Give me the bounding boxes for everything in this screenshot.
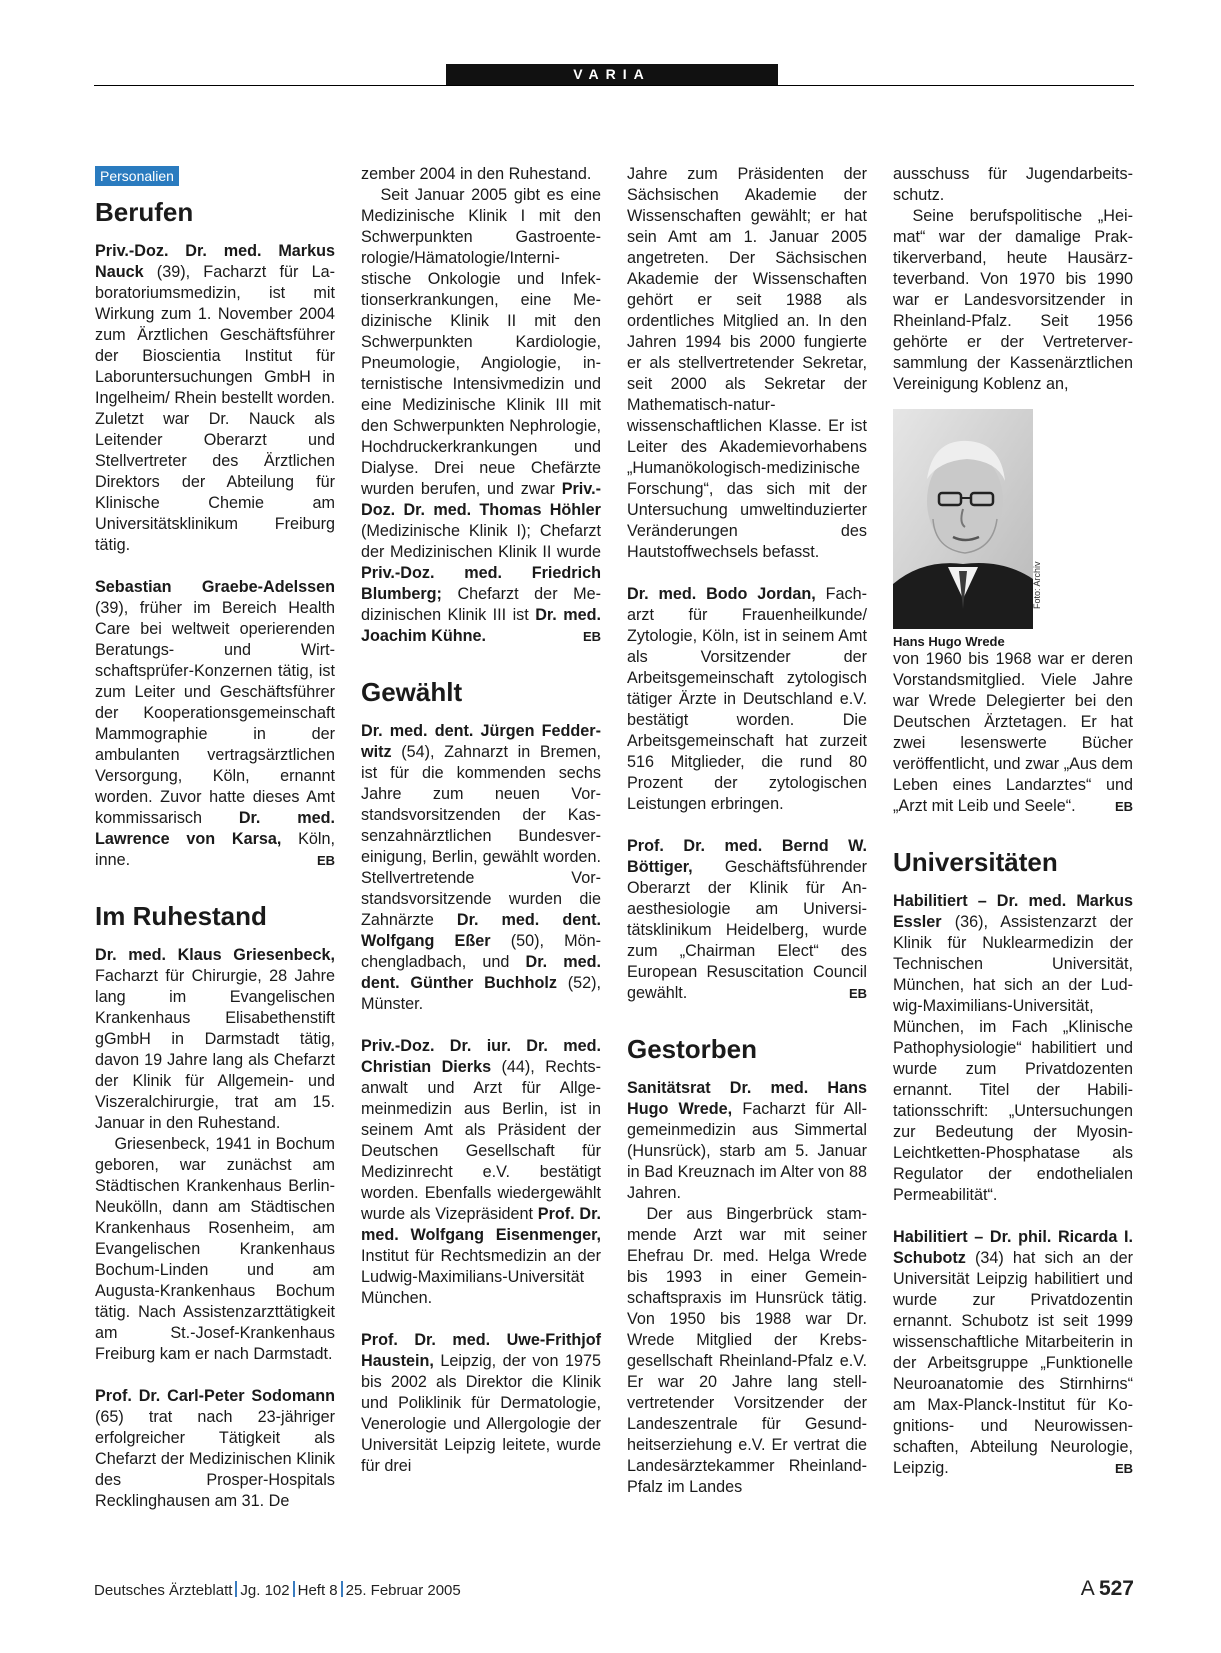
entry-text: (44), Rechtsanwalt und Arzt für Allgemeinmedizin aus Berlin, ist in seinem Amt als Präsident der Deutschen Gesellschaft für Medizinrecht e.V. bestätigt worden. Ebenfalls wiedergewählt wurde als Vizepräsident: [361, 1058, 601, 1223]
entry-text: (36), Assistenzarzt der Klinik für Nuklearmedizin der Technischen Universität, München, hat sich an der Ludwig-Maximilians-Universität, München, im Fach „Klinische Pathophysiologie“ habilitiert und wurde zum Privatdozenten ernannt. Titel der Habilitationsschrift: „Untersuchungen zur Bedeutung der Myosin-Leichtketten-Phosphatase als Regulator der endothelialen Permeabilität“.: [893, 913, 1133, 1204]
column-2: [361, 164, 601, 1477]
entry-text: (54), Zahnarzt in Bremen, ist für die kommenden sechs Jahre zum neuen Vorstandsvorsitzenden der Kassenzahnärztlichen Bundesvereinigung, Berlin, gewählt worden. Stellvertretende Vorstandsvorsitzende wurden die Zahnärzte: [361, 743, 601, 929]
entry-wrede-cont-4: [893, 649, 1133, 817]
person-name: Prof. Dr. med. Uwe-Frithjof Haustein,: [361, 1331, 601, 1370]
heading-gewaehlt: Gewählt: [361, 677, 463, 707]
person-name: Priv.-Doz. Dr. med. Thomas Höhler: [361, 480, 601, 519]
entry-text: (39), Facharzt für Laboratoriumsmedizin, ist mit Wirkung zum 1. November 2004 zum Ärztlichen Geschäftsführer der Bioscientia Institut für Laboruntersuchungen GmbH in Ingelheim/ Rhein bestellt worden. Zuletzt war Dr. Nauck als Leitender Oberarzt und Stellvertreter des Ärztlichen Direktors der Abteilung für Klinische Chemie am Universitätsklinikum Freiburg tätig.: [95, 263, 335, 554]
entry-boettiger: [627, 836, 867, 1004]
person-name: Dr. med. Bodo Jordan,: [627, 585, 816, 603]
entry-text: Köln, inne.: [95, 830, 335, 869]
person-name: Prof. Dr. med. Wolfgang Eisenmenger,: [361, 1205, 601, 1244]
journal-name: Deutsches Ärzteblatt: [94, 1582, 233, 1599]
person-name: Dr. med. Joachim Kühne.: [361, 606, 601, 645]
photo-credit: Foto: Archiv: [1032, 561, 1042, 609]
person-name: Priv.-Doz. Dr. iur. Dr. med. Christian Dierks: [361, 1037, 601, 1076]
entry-text: (65) trat nach 23-jähriger erfolgreicher Tätigkeit als Chefarzt der Medizinischen Klinik des Prosper-Hospitals Recklinghausen am 31. De: [95, 1408, 335, 1510]
person-name: Prof. Dr. med. Bernd W. Böttiger,: [627, 837, 867, 876]
header-rule: [94, 85, 1134, 86]
page-number: [1081, 1577, 1134, 1601]
entry-fedderwitz: [361, 721, 601, 1015]
entry-text: Chefarzt der Medizinischen Klinik III ist: [361, 585, 601, 624]
entry-wrede: [627, 1078, 867, 1204]
heading-ruhestand: Im Ruhestand: [95, 901, 267, 931]
footer-separator: [293, 1581, 295, 1597]
person-name: Priv.-Doz. Dr. med. Markus Nauck: [95, 242, 335, 281]
person-name: Habilitiert – Dr. med. Markus Essler: [893, 892, 1133, 931]
journal-date: 25. Februar 2005: [345, 1582, 461, 1599]
entry-essler: [893, 891, 1133, 1206]
column-3: [627, 164, 867, 1498]
entry-wrede-cont-2: ausschuss für Jugendarbeitsschutz.: [893, 165, 1133, 204]
entry-sodomann-cont: zember 2004 in den Ruhestand.: [361, 165, 592, 183]
entry-chefaerzte: [361, 185, 601, 647]
footer-separator: [235, 1581, 237, 1597]
entry-text: von 1960 bis 1968 war er deren Vorstandsmitglied. Viele Jahre war Wrede Delegierter bei den Deutschen Ärztetagen. Er hat zwei lesenswerte Bücher veröffentlicht, und zwar „Aus dem Leben eines Landarztes“ und „Arzt mit Leib und Seele“.: [893, 650, 1133, 815]
entry-nauck: [95, 241, 335, 556]
page-number-value: 527: [1098, 1577, 1134, 1600]
photo-caption: Hans Hugo Wrede: [893, 634, 1005, 649]
entry-schubotz: [893, 1227, 1133, 1479]
page-prefix: A: [1080, 1577, 1095, 1600]
person-name: Habilitiert – Dr. phil. Ricarda I. Schubotz: [893, 1228, 1133, 1267]
entry-wrede-cont: Der aus Bingerbrück stammende Arzt war mit seiner Ehefrau Dr. med. Helga Wrede bis 1993 in einer Gemeinschaftspraxis im Hunsrück tätig. Von 1950 bis 1988 war Dr. Wrede Mitglied der Krebsgesellschaft Rheinland-Pfalz e.V. Er war 20 Jahre lang stellvertretender Vorsitzender der Landeszentrale für Gesundheitserziehung e.V. Er vertrat die Landesärztekammer Rheinland-Pfalz im Landes: [627, 1205, 867, 1496]
footer-separator: [341, 1581, 343, 1597]
heading-berufen: Berufen: [95, 197, 194, 227]
entry-text: Geschäftsführender Oberarzt der Klinik für Anaesthesiologie am Universitätsklinikum Heidelberg, wurde zum „Chairman Elect“ des European Resuscitation Council gewählt.: [627, 858, 867, 1002]
section-header: VARIA: [446, 64, 778, 85]
column-1: [95, 164, 335, 1512]
entry-griesenbeck: [95, 945, 335, 1134]
category-tag: Personalien: [95, 166, 179, 186]
entry-text: Facharzt für Chirurgie, 28 Jahre lang im Evangelischen Krankenhaus Elisabethenstift gGmbH in Darmstadt tätig, davon 19 Jahre lang als Chefarzt der Klinik für Allgemein- und Viszeralchirurgie, trat am 15. Januar in den Ruhestand.: [95, 967, 335, 1132]
eb-signature: EB: [582, 629, 601, 644]
eb-signature: EB: [848, 986, 867, 1001]
footer: [94, 1581, 461, 1599]
person-name: Dr. med. dent. Wolfgang Eßer: [361, 911, 601, 950]
eb-signature: EB: [1114, 799, 1133, 814]
journal-issue: Heft 8: [297, 1582, 338, 1599]
portrait-photo: [893, 409, 1033, 629]
person-name: Dr. med. Klaus Griesenbeck,: [95, 946, 335, 964]
entry-wrede-cont-3: Seine berufspolitische „Heimat“ war der damalige Praktikerverband, heute Hausärzteverband. Von 1970 bis 1990 war er Landesvorsitzender in Rheinland-Pfalz. Seit 1956 gehörte er der Vertreterversammlung der Kassenärztlichen Vereinigung Koblenz an,: [893, 207, 1133, 393]
person-name: Priv.-Doz. med. Friedrich Blumberg;: [361, 564, 601, 603]
column-4: [893, 164, 1133, 1479]
person-name: Sebastian Graebe-Adelssen: [95, 578, 335, 596]
entry-jordan: [627, 584, 867, 815]
entry-text: Facharzt für Allgemeinmedizin aus Simmertal (Hunsrück), starb am 5. Januar in Bad Kreuznach im Alter von 88 Jahren.: [627, 1100, 867, 1202]
portrait-figure: [893, 409, 1133, 649]
eb-signature: EB: [316, 853, 335, 868]
person-name: Prof. Dr. Carl-Peter Sodomann: [95, 1387, 335, 1405]
eb-signature: EB: [1114, 1461, 1133, 1476]
entry-text: (Medizinische Klinik I); Chefarzt der Medizinischen Klinik II wurde: [361, 522, 601, 561]
heading-universitaeten: Universitäten: [893, 847, 1058, 877]
entry-griesenbeck-cont: Griesenbeck, 1941 in Bochum geboren, war zunächst am Städtischen Krankenhaus Berlin-Neukölln, dann am Städtischen Krankenhaus Rosenheim, am Evangelischen Krankenhaus Bochum-Linden und am Augusta-Krankenhaus Bochum tätig. Nach Assistenzarzttätigkeit am St.-Josef-Krankenhaus Freiburg kam er nach Darmstadt.: [95, 1135, 335, 1363]
entry-graebe-adelssen: [95, 577, 335, 871]
journal-volume: Jg. 102: [240, 1582, 290, 1599]
entry-text: (39), früher im Bereich Health Care bei weltweit operierenden Beratungs- und Wirtschaftsprüfer-Konzernen tätig, ist zum Leiter und Geschäftsführer der Kooperationsgemeinschaft Mammographie in der ambulanten vertragsärztlichen Versorgung, Köln, ernannt worden. Zuvor hatte dieses Amt kommissarisch: [95, 599, 335, 827]
entry-haustein: [361, 1330, 601, 1477]
person-name: Dr. med. dent. Jürgen Fedderwitz: [361, 722, 601, 761]
entry-haustein-cont: Jahre zum Präsidenten der Sächsischen Akademie der Wissenschaften gewählt; er hat sein Amt am 1. Januar 2005 angetreten. Der Sächsischen Akademie der Wissenschaften gehört er seit 1988 als ordentliches Mitglied an. In den Jahren 1994 bis 2000 fungierte er als stellvertretender Sekretar, seit 2000 als Sekretar der Mathematisch-naturwissenschaftlichen Klasse. Er ist Leiter des Akademievorhabens „Humanökologisch-medizinische Forschung“, das sich mit der Untersuchung umweltinduzierter Veränderungen des Hautstoffwechsels befasst.: [627, 165, 867, 561]
entry-text: Facharzt für Frauenheilkunde/ Zytologie, Köln, ist in seinem Amt als Vorsitzender der Arbeitsgemeinschaft zytologisch tätiger Ärzte in Deutschland e.V. bestätigt worden. Die Arbeitsgemeinschaft hat zurzeit 516 Mitglieder, die rund 80 Prozent der zytologischen Leistungen erbringen.: [627, 585, 867, 813]
entry-text: (34) hat sich an der Universität Leipzig habilitiert und wurde zur Privatdozentin ernannt. Schubotz ist seit 1999 wissenschaftliche Mitarbeiterin in der Arbeitsgruppe „Funktionelle Neuroanatomie des Stirnhirns“ am Max-Planck-Institut für Kognitions- und Neurowissenschaften, Abteilung Neurologie, Leipzig.: [893, 1249, 1133, 1477]
entry-text: (50), Mönchengladbach, und: [361, 932, 601, 971]
person-name: Dr. med. dent. Günther Buchholz: [361, 953, 602, 992]
entry-text: (52), Münster.: [361, 974, 601, 1013]
person-name: Dr. med. Lawrence von Karsa,: [95, 809, 335, 848]
heading-gestorben: Gestorben: [627, 1034, 758, 1064]
entry-text: Leipzig, der von 1975 bis 2002 als Direktor die Klinik und Poliklinik für Dermatologie, Venerologie und Allergologie der Universität Leipzig leitete, wurde für drei: [361, 1352, 601, 1475]
entry-dierks: [361, 1036, 601, 1309]
entry-sodomann: [95, 1386, 335, 1512]
entry-text: Seit Januar 2005 gibt es eine Medizinische Klinik I mit den Schwerpunkten Gastroenterologie/Hämatologie/Internistische Onkologie und Infektionserkrankungen, eine Medizinische Klinik II mit den Schwerpunkten Kardiologie, Pneumologie, Angiologie, internistische Intensivmedizin und eine Medizinische Klinik III mit den Schwerpunkten Nephrologie, Hochdruckerkrankungen und Dialyse. Drei neue Chefärzte wurden berufen, und zwar: [361, 186, 601, 498]
entry-text: Institut für Rechtsmedizin an der Ludwig-Maximilians-Universität München.: [361, 1247, 601, 1307]
person-name: Sanitätsrat Dr. med. Hans Hugo Wrede,: [627, 1079, 867, 1118]
